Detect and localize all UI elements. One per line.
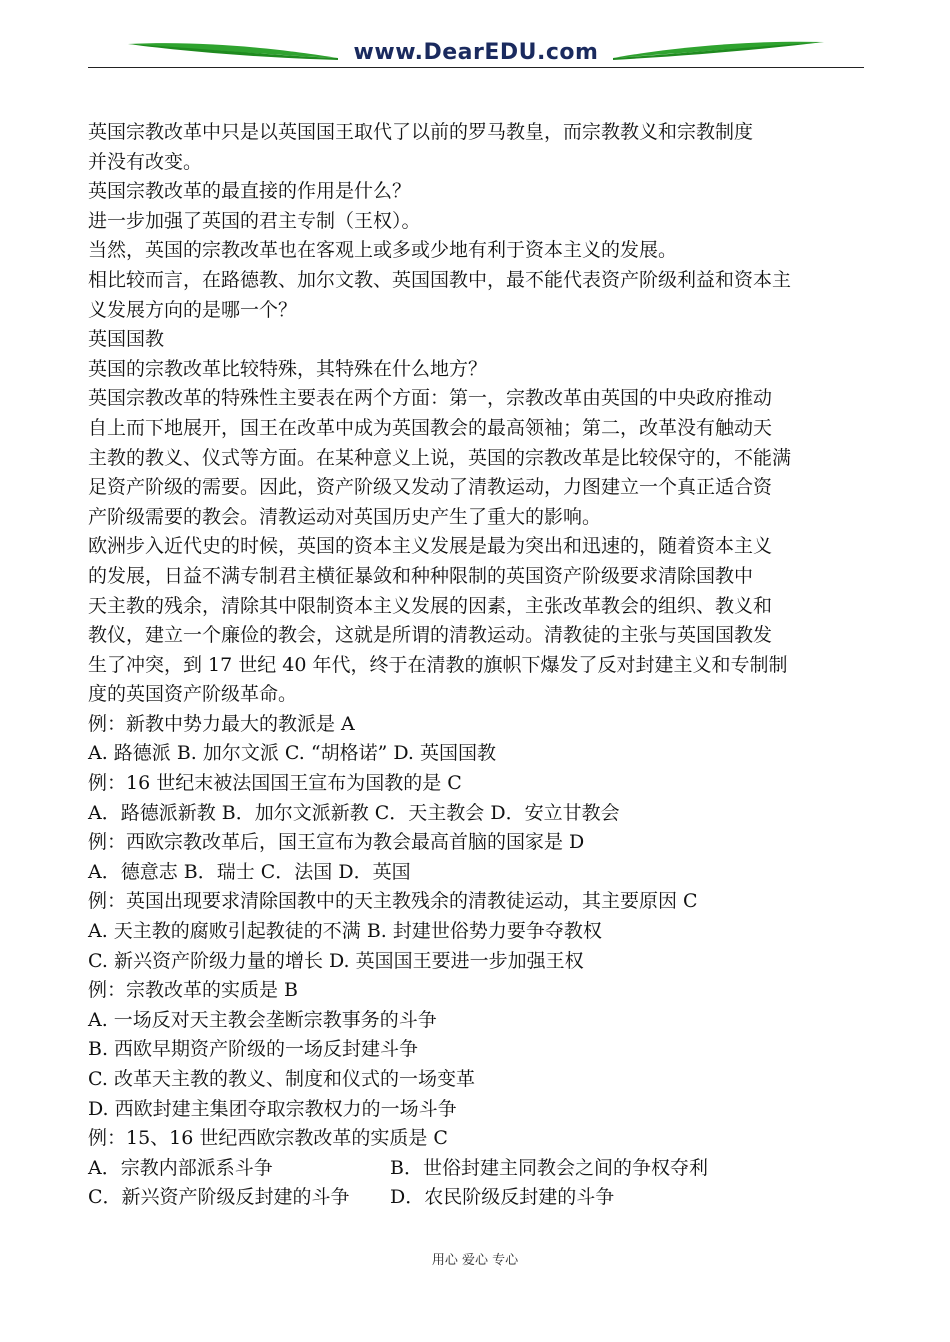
- option-right: B．世俗封建主同教会之间的争权夺利: [390, 1156, 708, 1179]
- text-line: 英国宗教改革的特殊性主要表在两个方面：第一，宗教改革由英国的中央政府推动: [88, 387, 773, 410]
- text-line: 当然，英国的宗教改革也在客观上或多或少地有利于资本主义的发展。: [88, 239, 678, 262]
- text-line: 例：西欧宗教改革后，国王宣布为教会最高首脑的国家是 D: [88, 831, 585, 854]
- text-line: 英国国教: [88, 328, 165, 351]
- text-line: 并没有改变。: [88, 150, 203, 173]
- text-line: 主教的教义、仪式等方面。在某种意义上说，英国的宗教改革是比较保守的，不能满: [88, 446, 792, 469]
- text-line: 欧洲步入近代史的时候，英国的资本主义发展是最为突出和迅速的，随着资本主义: [88, 535, 773, 558]
- text-line: 英国的宗教改革比较特殊，其特殊在什么地方？: [88, 357, 488, 380]
- option-right: D．农民阶级反封建的斗争: [390, 1186, 615, 1209]
- text-line: 天主教的残余，清除其中限制资本主义发展的因素，主张改革教会的组织、教义和: [88, 594, 773, 617]
- option-row: [88, 1183, 864, 1213]
- option-left: A．宗教内部派系斗争: [88, 1156, 273, 1179]
- text-line: A. 路德派 B. 加尔文派 C. “胡格诺” D. 英国国教: [88, 742, 496, 765]
- text-line: 足资产阶级的需要。因此，资产阶级又发动了清教运动，力图建立一个真正适合资: [88, 476, 773, 499]
- site-url[interactable]: www.DearEDU.com: [353, 40, 599, 65]
- option-row: [88, 1154, 864, 1184]
- text-line: 的发展，日益不满专制君主横征暴敛和种种限制的英国资产阶级要求清除国教中: [88, 564, 754, 587]
- text-line: 例：宗教改革的实质是 B: [88, 979, 299, 1002]
- text-line: B. 西欧早期资产阶级的一场反封建斗争: [88, 1038, 419, 1061]
- text-line: 进一步加强了英国的君主专制（王权）。: [88, 209, 421, 232]
- text-line: 度的英国资产阶级革命。: [88, 683, 298, 706]
- text-line: 例：新教中势力最大的教派是 A: [88, 712, 355, 735]
- text-line: 例：15、16 世纪西欧宗教改革的实质是 C: [88, 1127, 448, 1150]
- text-line: 教仪，建立一个廉俭的教会，这就是所谓的清教运动。清教徒的主张与英国国教发: [88, 624, 773, 647]
- text-line: 义发展方向的是哪一个？: [88, 298, 298, 321]
- header-divider: [88, 67, 864, 68]
- text-line: 相比较而言，在路德教、加尔文教、英国国教中，最不能代表资产阶级利益和资本主: [88, 268, 792, 291]
- text-line: A. 天主教的腐败引起教徒的不满 B. 封建世俗势力要争夺教权: [88, 920, 602, 943]
- text-line: 英国宗教改革中只是以英国国王取代了以前的罗马教皇，而宗教教义和宗教制度: [88, 121, 754, 143]
- text-line: A. 一场反对天主教会垄断宗教事务的斗争: [88, 1008, 437, 1031]
- site-header: [88, 36, 864, 70]
- text-line: 例：16 世纪末被法国国王宣布为国教的是 C: [88, 772, 462, 795]
- option-left: C．新兴资产阶级反封建的斗争: [88, 1186, 350, 1209]
- text-line: 英国宗教改革的最直接的作用是什么？: [88, 180, 412, 203]
- page-footer: 用心 爱心 专心: [431, 1253, 519, 1268]
- text-line: C. 改革天主教的教义、制度和仪式的一场变革: [88, 1068, 475, 1090]
- text-line: A．德意志 B．瑞士 C．法国 D．英国: [88, 860, 411, 883]
- text-line: C. 新兴资产阶级力量的增长 D. 英国国王要进一步加强王权: [88, 949, 584, 972]
- text-line: A．路德派新教 B．加尔文派新教 C．天主教会 D．安立甘教会: [88, 801, 620, 824]
- text-line: 产阶级需要的教会。清教运动对英国历史产生了重大的影响。: [88, 505, 602, 528]
- text-line: 生了冲突，到 17 世纪 40 年代，终于在清教的旗帜下爆发了反对封建主义和专制制: [88, 653, 788, 676]
- text-line: 例：英国出现要求清除国教中的天主教残余的清教徒运动，其主要原因 C: [88, 890, 698, 913]
- text-line: 自上而下地展开，国王在改革中成为英国教会的最高领袖；第二，改革没有触动天: [88, 416, 773, 439]
- document-body: [88, 118, 864, 1213]
- text-line: D. 西欧封建主集团夺取宗教权力的一场斗争: [88, 1097, 457, 1120]
